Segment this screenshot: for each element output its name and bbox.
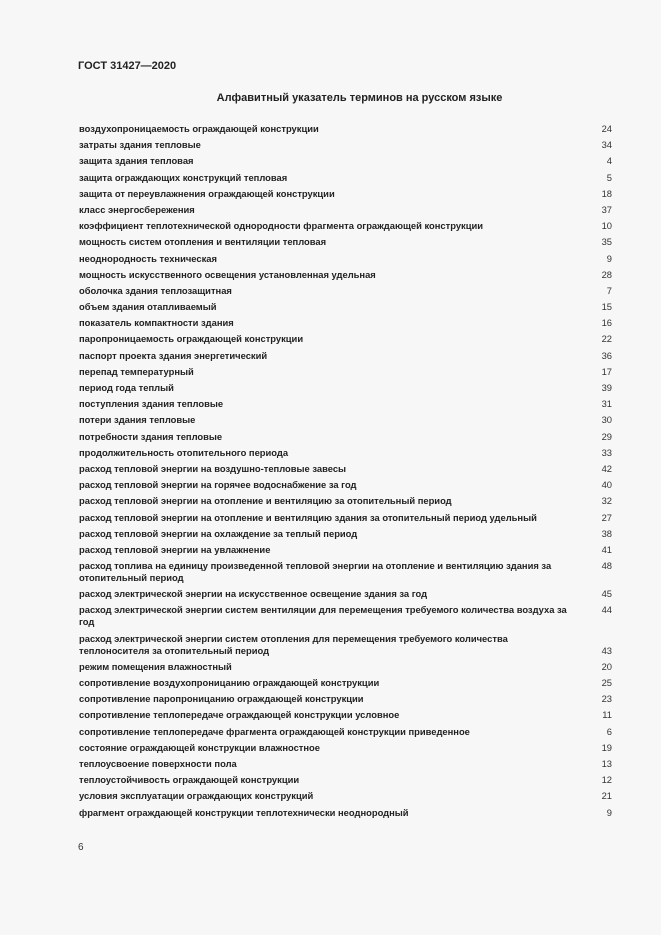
index-page-ref: 15 (601, 301, 612, 313)
index-term: режим помещения влажностный (79, 660, 232, 672)
index-entry (79, 740, 612, 756)
index-term: коэффициент теплотехнической однородности фрагмента ограждающей конструкции (79, 220, 484, 232)
index-term: расход топлива на единицу произведенной тепловой энергии на отопление и вентиляцию здания за отопительный период (79, 560, 552, 584)
index-entry (79, 170, 612, 186)
index-entry (79, 364, 612, 380)
index-term: объем здания отапливаемый (79, 301, 217, 313)
index-term: защита здания тепловая (79, 155, 194, 167)
index-term: перепад температурный (79, 365, 194, 377)
index-page-ref: 12 (601, 774, 612, 786)
index-page-ref: 5 (606, 171, 612, 183)
index-page-ref: 39 (601, 382, 612, 393)
index-term: поступления здания тепловые (79, 398, 224, 410)
index-term: сопротивление воздухопроницанию ограждающей конструкции (79, 677, 380, 688)
index-term: расход тепловой энергии на воздушно-тепловые завесы (79, 462, 347, 474)
page-number: 6 (78, 842, 84, 853)
index-term: расход тепловой энергии на отопление и вентиляцию за отопительный период (79, 495, 452, 507)
index-page-ref: 43 (601, 644, 612, 656)
index-page-ref: 31 (601, 398, 612, 410)
index-page-ref: 33 (601, 446, 612, 458)
index-page-ref: 9 (606, 806, 612, 818)
index-entry (79, 315, 612, 331)
index-term: неоднородность техническая (79, 252, 217, 264)
index-page-ref: 19 (601, 741, 612, 753)
index-entry (79, 348, 612, 364)
index-term: состояние ограждающей конструкции влажностное (79, 741, 320, 753)
index-entry (79, 412, 612, 428)
index-entry (79, 586, 612, 602)
index-entry (79, 251, 612, 267)
index-term: показатель компактности здания (79, 317, 234, 329)
index-page-ref: 16 (601, 317, 612, 329)
index-entry (79, 477, 612, 493)
index-page-ref: 6 (606, 725, 612, 737)
index-entry (79, 724, 612, 740)
index-page-ref: 34 (601, 139, 612, 151)
index-page-ref: 32 (601, 495, 612, 507)
index-term: расход тепловой энергии на увлажнение (79, 543, 271, 555)
index-term: расход тепловой энергии на охлаждение за теплый период (79, 527, 358, 539)
index-entry (79, 202, 612, 218)
index-entry (79, 267, 612, 283)
index-term: расход тепловой энергии на отопление и вентиляцию здания за отопительный период удельный (79, 511, 537, 523)
index-term: потери здания тепловые (79, 414, 196, 426)
index-term: мощность систем отопления и вентиляции тепловая (79, 236, 327, 248)
index-page-ref: 25 (601, 677, 612, 688)
index-page-ref: 40 (601, 479, 612, 491)
index-entry (79, 631, 612, 659)
index-page-ref: 17 (601, 365, 612, 377)
index-entry (79, 137, 612, 153)
index-page-ref: 4 (606, 155, 612, 167)
index-page-ref: 29 (601, 430, 612, 442)
index-entry (79, 788, 612, 804)
index-term: период года теплый (79, 382, 174, 393)
index-term: расход электрической энергии систем вентиляции для перемещения требуемого количества воздуха за год (79, 604, 567, 628)
index-entry (79, 121, 612, 137)
index-page-ref: 7 (606, 284, 612, 296)
document-code: ГОСТ 31427—2020 (78, 60, 177, 72)
index-page-ref: 27 (601, 511, 612, 523)
index-term: паропроницаемость ограждающей конструкции (79, 333, 304, 345)
index-page-ref: 18 (601, 187, 612, 199)
index-page-ref: 20 (601, 660, 612, 672)
index-entry (79, 429, 612, 445)
index-entry (79, 602, 612, 630)
index-page-ref: 35 (601, 236, 612, 248)
index-page-ref: 42 (601, 462, 612, 474)
index-page-ref: 48 (601, 560, 612, 572)
index-page-ref: 21 (601, 790, 612, 802)
index-term: условия эксплуатации ограждающих конструкций (79, 790, 314, 802)
index-term: потребности здания тепловые (79, 430, 223, 442)
index-entry (79, 331, 612, 347)
index-entry (79, 675, 612, 691)
index-term: расход электрической энергии систем отопления для перемещения требуемого количества теплоносителя за отопительный период (79, 632, 508, 656)
index-term: теплоусвоение поверхности пола (79, 757, 237, 769)
index-term: теплоустойчивость ограждающей конструкции (79, 774, 300, 786)
index-term: воздухопроницаемость ограждающей конструкции (79, 123, 319, 134)
index-entry (79, 805, 612, 821)
index-entry (79, 510, 612, 526)
index-entry (79, 461, 612, 477)
index-entry (79, 772, 612, 788)
index-term: фрагмент ограждающей конструкции теплотехнически неоднородный (79, 806, 409, 818)
index-entry (79, 186, 612, 202)
index-term: расход тепловой энергии на горячее водоснабжение за год (79, 479, 357, 491)
index-page-ref: 10 (601, 220, 612, 232)
index-entry (79, 558, 612, 586)
index-page-ref: 11 (602, 709, 612, 721)
index-entry (79, 691, 612, 707)
index-term: защита от переувлажнения ограждающей конструкции (79, 187, 335, 199)
index-entry (79, 526, 612, 542)
index-page-ref: 45 (601, 588, 612, 600)
index-entry (79, 707, 612, 723)
index-page-ref: 30 (601, 414, 612, 426)
index-page-ref: 22 (601, 333, 612, 345)
index-page-ref: 36 (601, 349, 612, 361)
index-term: мощность искусственного освещения установленная удельная (79, 268, 376, 280)
index-entry (79, 218, 612, 234)
index-entry (79, 153, 612, 169)
index-page-ref: 28 (601, 268, 612, 280)
index-entry (79, 542, 612, 558)
index-entry (79, 234, 612, 250)
index-term: защита ограждающих конструкций тепловая (79, 171, 288, 183)
section-title: Алфавитный указатель терминов на русском языке (216, 92, 503, 104)
index-entry (79, 493, 612, 509)
index-entry (79, 445, 612, 461)
index-term: сопротивление теплопередаче ограждающей конструкции условное (79, 709, 400, 721)
index-entry (79, 396, 612, 412)
index-page-ref: 23 (601, 693, 612, 705)
index-entry (79, 380, 612, 396)
index-entry (79, 283, 612, 299)
index-page-ref: 41 (601, 543, 612, 555)
index-entry (79, 299, 612, 315)
index-page-ref: 44 (601, 604, 612, 616)
index-entry (79, 659, 612, 675)
index-page-ref: 38 (601, 527, 612, 539)
term-index-list (79, 121, 612, 821)
index-term: сопротивление паропроницанию ограждающей конструкции (79, 693, 364, 705)
index-page-ref: 37 (601, 203, 612, 215)
index-entry (79, 756, 612, 772)
index-term: сопротивление теплопередаче фрагмента ограждающей конструкции приведенное (79, 725, 470, 737)
index-term: продолжительность отопительного периода (79, 446, 289, 458)
index-page-ref: 24 (601, 123, 612, 134)
index-term: оболочка здания теплозащитная (79, 284, 232, 296)
index-term: паспорт проекта здания энергетический (79, 349, 268, 361)
index-term: затраты здания тепловые (79, 139, 201, 151)
index-page-ref: 9 (606, 252, 612, 264)
index-page-ref: 13 (601, 757, 612, 769)
index-term: расход электрической энергии на искусственное освещение здания за год (79, 588, 428, 600)
index-term: класс энергосбережения (79, 203, 195, 215)
